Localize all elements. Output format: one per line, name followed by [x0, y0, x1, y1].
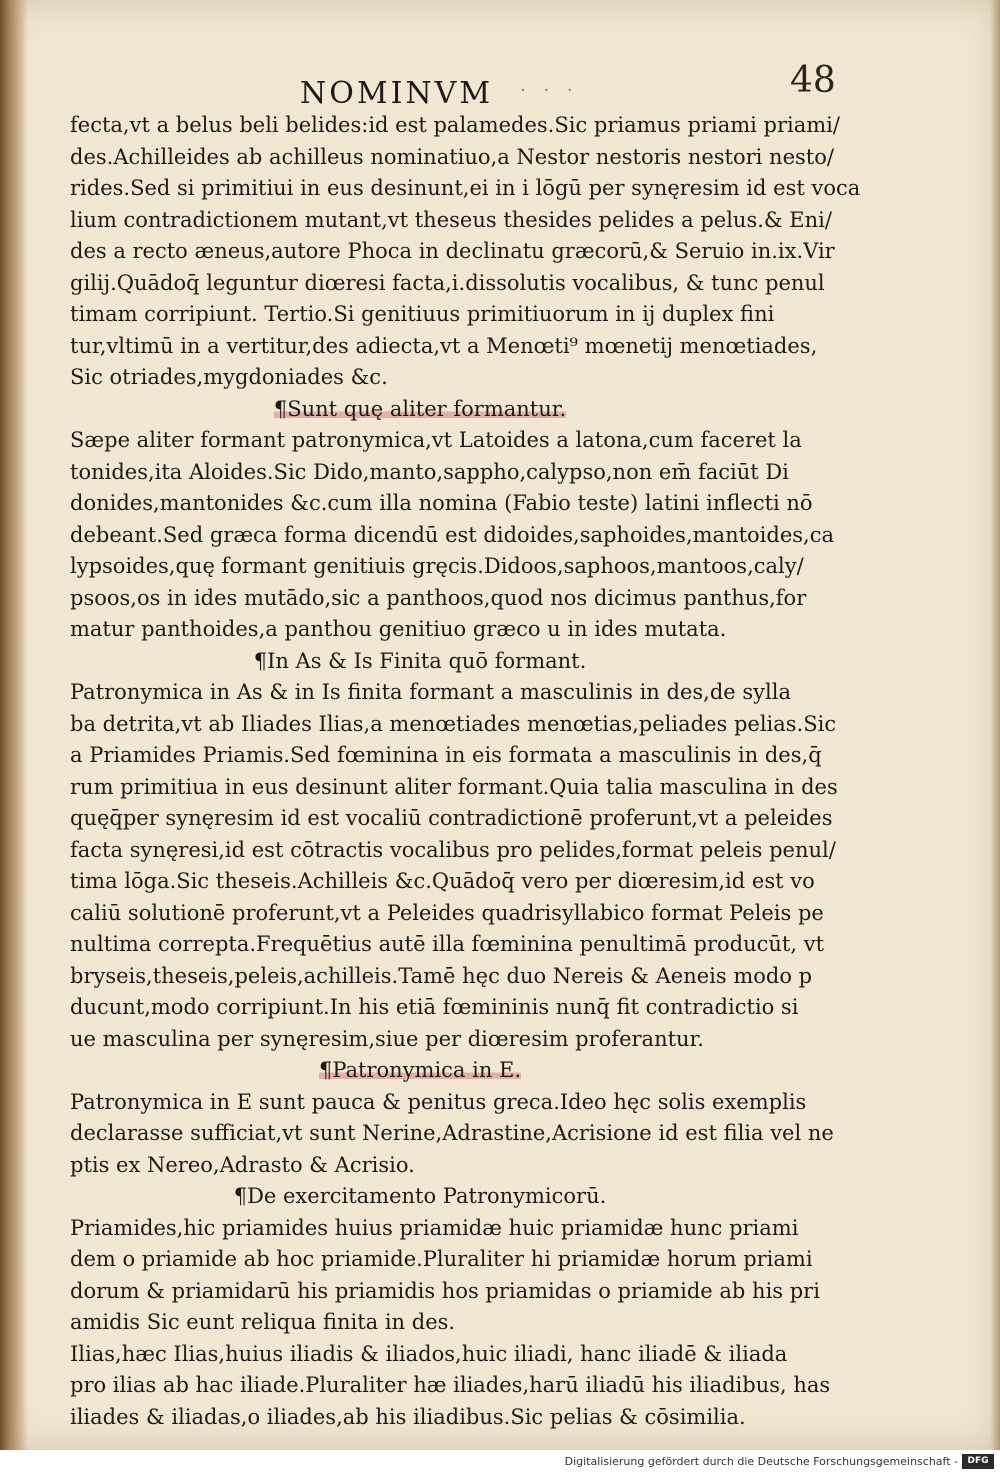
text-line [70, 835, 836, 867]
text-line [70, 1307, 770, 1339]
line-text: caliū solutionē proferunt,vt a Peleides quadrisyllabico format Peleis pe [70, 900, 824, 925]
line-text: rum primitiua in eus desinunt aliter formant.Quia talia masculina in des [70, 774, 838, 799]
line-text: Patronymica in As & in Is finita formant a masculinis in des,de sylla [70, 680, 791, 704]
line-text: ptis ex Nereo,Adrasto & Acrisio. [70, 1152, 415, 1177]
text-line [70, 488, 813, 520]
line-text: facta synęresi,id est cōtractis vocalibus pro pelides,format peleis penul/ [70, 837, 836, 862]
line-text: timam corripiunt. Tertio.Si genitiuus primitiuorum in ij duplex fini [70, 302, 775, 326]
text-line [70, 992, 799, 1024]
line-text: rides.Sed si primitiui in eus desinunt,ei in i lōgū per synęresim id est voca [70, 176, 861, 200]
line-text: Patronymica in E sunt pauca & penitus greca.Ideo hęc solis exemplis [70, 1089, 807, 1114]
line-text: Ilias,hæc Ilias,huius iliadis & iliados,huic iliadi, hanc iliadē & iliada [70, 1341, 788, 1366]
text-line [70, 551, 804, 583]
text-line [70, 1276, 820, 1308]
text-line [70, 1339, 788, 1371]
text-line [70, 520, 834, 552]
line-text: tur,vltimū in a vertitur,des adiecta,vt a Menœti⁹ mœnetij menœtiades, [70, 333, 818, 358]
line-text: quęq̄per synęresim id est vocaliū contradictionē proferunt,vt a peleides [70, 806, 833, 830]
text-line [70, 646, 770, 678]
text-line [70, 1402, 770, 1434]
text-line [70, 362, 770, 394]
running-head: NOMINVM [300, 76, 494, 111]
footer-credit: Digitalisierung gefördert durch die Deutsche Forschungsgemeinschaft - [564, 1455, 958, 1468]
text-line [70, 583, 807, 615]
folio-number: 48 [790, 60, 836, 101]
highlighted-heading: ¶Patronymica in E. [318, 1058, 522, 1082]
line-text: declarasse sufficiat,vt sunt Nerine,Adrastine,Acrisione id est filia vel ne [70, 1121, 834, 1145]
line-text: pro ilias ab hac iliade.Pluraliter hæ iliades,harū iliadū his iliadibus, has [70, 1373, 831, 1397]
text-line [70, 1055, 770, 1087]
text-line [70, 772, 838, 804]
text-line [70, 1024, 770, 1056]
line-text: des.Achilleides ab achilleus nominatiuo,a Nestor nestoris nestori nesto/ [70, 144, 834, 169]
text-line [70, 1181, 770, 1213]
text-line [70, 1244, 813, 1276]
line-text: amidis Sic eunt reliqua finita in des. [70, 1310, 456, 1334]
line-text: debeant.Sed græca forma dicendū est didoides,saphoides,mantoides,ca [70, 522, 834, 547]
line-text: donides,mantonides &c.cum illa nomina (Fabio teste) latini inflecti nō [70, 491, 813, 515]
line-text: a Priamides Priamis.Sed fœminina in eis formata a masculinis in des,q̄ [70, 743, 822, 767]
highlighted-heading: ¶Sunt quę aliter formantur. [273, 396, 567, 421]
text-line [70, 236, 835, 268]
line-text: ducunt,modo corripiunt.In his etiā fœmininis nunq̄ fit contradictio si [70, 995, 799, 1019]
footer-bar [0, 1450, 1000, 1474]
text-line [70, 614, 770, 646]
line-text: Sic otriades,mygdoniades &c. [70, 365, 388, 389]
text-line [70, 929, 825, 961]
running-head-marks: · · · [520, 80, 579, 101]
text-line [70, 1087, 807, 1119]
text-line [70, 299, 775, 331]
line-text: fecta,vt a belus beli belides:id est palamedes.Sic priamus priami priami/ [70, 113, 840, 137]
text-line [70, 1150, 770, 1182]
text-line [70, 1213, 799, 1245]
line-text: tima lōga.Sic theseis.Achilleis &c.Quādoq̄ vero per diœresim,id est vo [70, 869, 815, 893]
text-line [70, 457, 789, 489]
line-text: ¶De exercitamento Patronymicorū. [233, 1184, 607, 1208]
text-line [70, 961, 813, 993]
line-text: Priamides,hic priamides huius priamidæ huic priamidæ hunc priami [70, 1215, 799, 1240]
text-line [70, 425, 802, 457]
text-line [70, 740, 822, 772]
line-text: lium contradictionem mutant,vt theseus thesides pelides a pelus.& Eni/ [70, 207, 832, 232]
text-line [70, 394, 770, 426]
line-text: ba detrita,vt ab Iliades Ilias,a menœtiades menœtias,peliades pelias.Sic [70, 711, 837, 736]
binding-shadow [0, 0, 28, 1450]
text-line [70, 677, 791, 709]
text-line [70, 268, 825, 300]
line-text: gilij.Quādoq̄ leguntur diœresi facta,i.dissolutis vocalibus, & tunc penul [70, 270, 825, 295]
line-text: Sæpe aliter formant patronymica,vt Latoides a latona,cum faceret la [70, 428, 802, 452]
line-text: iliades & iliadas,o iliades,ab his iliadibus.Sic pelias & cōsimilia. [70, 1404, 746, 1429]
text-line [70, 205, 832, 237]
line-text: psoos,os in ides mutādo,sic a panthoos,quod nos dicimus panthus,for [70, 585, 807, 610]
text-line [70, 110, 840, 142]
line-text: bryseis,theseis,peleis,achilleis.Tamē hęc duo Nereis & Aeneis modo p [70, 963, 813, 988]
line-text: nultima correpta.Frequētius autē illa fœminina penultimā producūt, vt [70, 932, 825, 956]
line-text: des a recto æneus,autore Phoca in declinatu græcorū,& Seruio in.ix.Vir [70, 239, 835, 263]
line-text: ue masculina per synęresim,siue per diœresim proferantur. [70, 1026, 704, 1051]
line-text: dorum & priamidarū his priamidis hos priamidas o priamide ab his pri [70, 1278, 820, 1303]
text-line [70, 898, 824, 930]
line-text: ¶In As & Is Finita quō formant. [253, 648, 587, 673]
text-line [70, 1370, 831, 1402]
text-line [70, 142, 834, 174]
line-text: matur panthoides,a panthou genitiuo græco u in ides mutata. [70, 617, 727, 641]
text-block [70, 110, 861, 1433]
text-line [70, 866, 815, 898]
text-line [70, 803, 833, 835]
line-text: tonides,ita Aloides.Sic Dido,manto,sappho,calypso,non em̄ faciūt Di [70, 459, 789, 484]
text-line [70, 331, 818, 363]
text-line [70, 173, 861, 205]
line-text: lypsoides,quę formant genitiuis gręcis.Didoos,saphoos,mantoos,caly/ [70, 554, 804, 578]
line-text: dem o priamide ab hoc priamide.Pluraliter hi priamidæ horum priami [70, 1247, 813, 1271]
text-line [70, 709, 837, 741]
text-line [70, 1118, 834, 1150]
dfg-logo: DFG [962, 1454, 994, 1469]
page-edge [990, 0, 1000, 1450]
